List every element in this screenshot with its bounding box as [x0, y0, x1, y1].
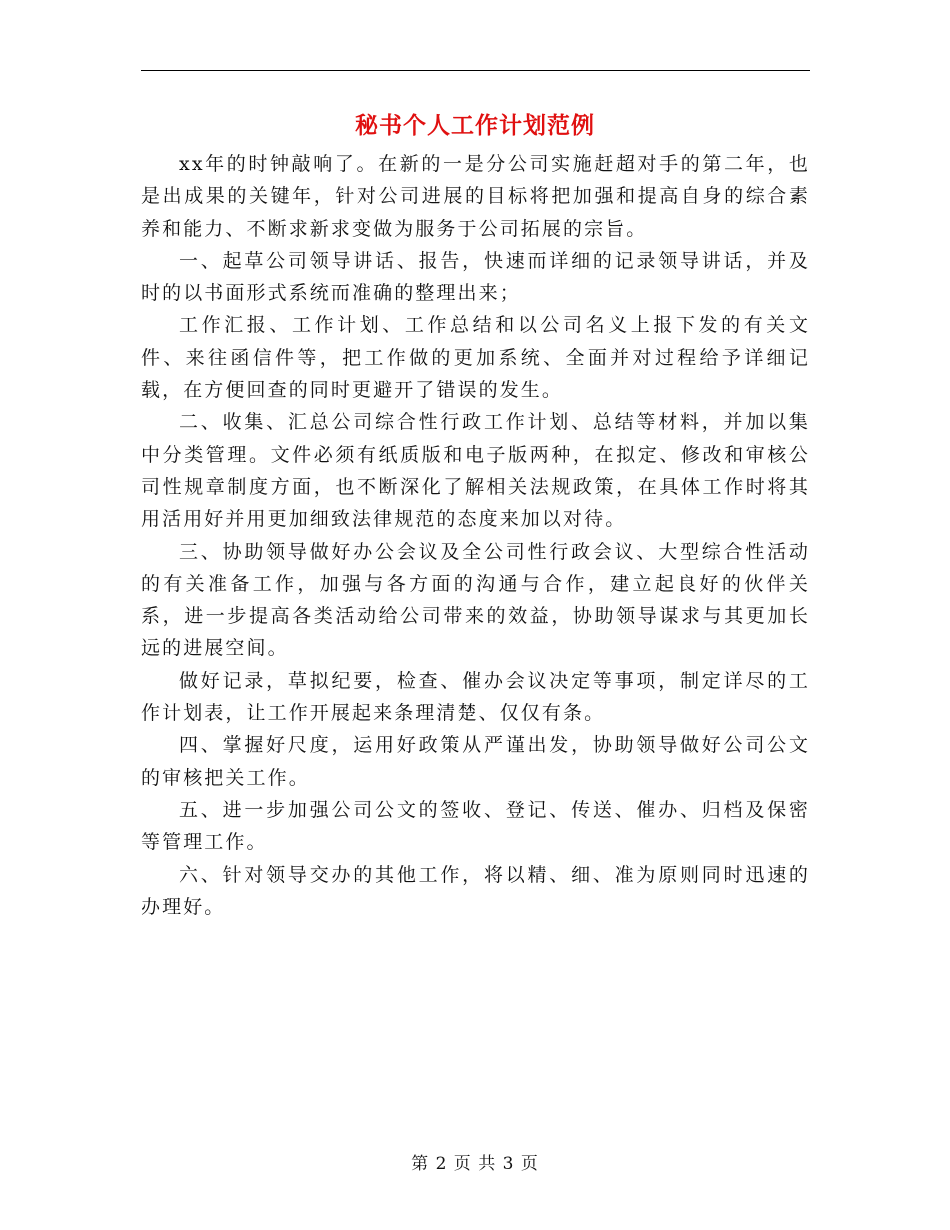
header-rule	[141, 70, 810, 71]
paragraph-item-1: 一、起草公司领导讲话、报告，快速而详细的记录领导讲话，并及时的以书面形式系统而准确的整理出来；	[141, 249, 810, 305]
paragraph-item-6: 六、针对领导交办的其他工作，将以精、细、准为原则同时迅速的办理好。	[141, 863, 810, 918]
paragraph-intro: xx年的时钟敲响了。在新的一是分公司实施赶超对手的第二年，也是出成果的关键年，针对公司进展的目标将把加强和提高自身的综合素养和能力、不断求新求变做为服务于公司拓展的宗旨。	[141, 153, 810, 240]
paragraph-item-1-detail: 工作汇报、工作计划、工作总结和以公司名义上报下发的有关文件、来往函信件等，把工作做的更加系统、全面并对过程给予详细记载，在方便回查的同时更避开了错误的发生。	[141, 314, 810, 402]
document-body	[141, 148, 810, 923]
document-title: 秘书个人工作计划范例	[355, 112, 595, 139]
paragraph-item-3-detail: 做好记录，草拟纪要，检查、催办会议决定等事项，制定详尽的工作计划表，让工作开展起来条理清楚、仅仅有条。	[141, 669, 810, 725]
paragraph-item-5: 五、进一步加强公司公文的签收、登记、传送、催办、归档及保密等管理工作。	[141, 798, 810, 854]
paragraph-item-3: 三、协助领导做好办公会议及全公司性行政会议、大型综合性活动的有关准备工作，加强与各方面的沟通与合作，建立起良好的伙伴关系，进一步提高各类活动给公司带来的效益，协助领导谋求与其更加长远的进展空间。	[141, 540, 810, 660]
paragraph-item-2: 二、收集、汇总公司综合性行政工作计划、总结等材料，并加以集中分类管理。文件必须有纸质版和电子版两种，在拟定、修改和审核公司性规章制度方面，也不断深化了解相关法规政策，在具体工作时将其用活用好并用更加细致法律规范的态度来加以对待。	[141, 411, 810, 531]
paragraph-item-4: 四、掌握好尺度，运用好政策从严谨出发，协助领导做好公司公文的审核把关工作。	[141, 734, 810, 789]
page-number-footer: 第 2 页 共 3 页	[411, 1154, 539, 1174]
